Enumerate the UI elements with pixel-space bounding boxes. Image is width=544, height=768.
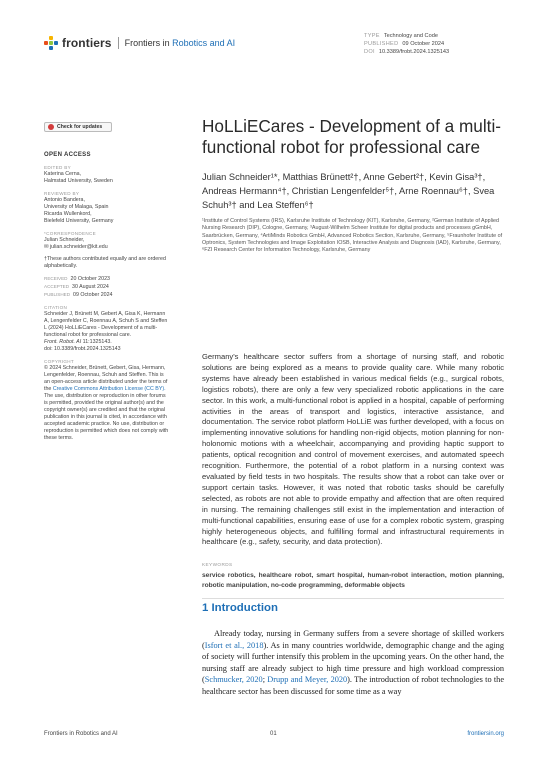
citation-link[interactable]: Schmucker, 2020: [204, 675, 263, 684]
citation-doi[interactable]: doi: 10.3389/frobt.2024.1325143: [44, 346, 121, 352]
frontiers-logo-icon: [44, 36, 58, 50]
section-heading-introduction: 1 Introduction: [202, 602, 278, 614]
article-head: [202, 116, 504, 254]
footer-journal: Frontiers in Robotics and AI: [44, 731, 118, 737]
introduction-paragraph: Already today, nursing in Germany suffers from a severe shortage of skilled workers (Isfort et al., 2018). As in many countries worldwide, demographic change and the aging of society will further intensify this problem in the upcoming years. On the other hand, the nursing staff are already subject to high time pressure and high workload compression (Schmucker, 2020; Drupp and Meyer, 2020). The introduction of robot technologies to the healthcare sector has been discussed for some time as a way: [202, 629, 504, 696]
reviewer-2-name: Ricarda Wullenkord,: [44, 211, 92, 217]
author-list: Julian Schneider¹*, Matthias Brünett²†, Anne Gebert²†, Kevin Gisa³†, Andreas Hermann⁴†, Christian Lengenfelder⁵†, Arne Roennau⁶†, Svea Schuh³† and Lea Steffen⁶†: [202, 172, 495, 210]
cc-by-license-link[interactable]: Creative Commons Attribution License (CC BY).: [52, 386, 166, 392]
check-updates-icon: [48, 124, 54, 130]
logo-text: frontiers: [62, 36, 112, 50]
copyright-text: © 2024 Schneider, Brünett, Gebert, Gisa, Hermann, Lengenfelder, Roennau, Schuh and Steffen. This is an open-access article distributed under the terms of the Creative Commons Attribution License (CC BY). The use, distribution or reproduction in other forums is permitted, provided the original author(s) and the copyright owner(s) are credited and that the original publication in this journal is cited, in accordance with accepted academic practice. No use, distribution or reproduction is permitted which does not comply with these terms.: [44, 365, 169, 441]
correspondence-email[interactable]: ✉ julian.schneider@kit.edu: [44, 244, 108, 250]
reviewer-1-affiliation: University of Malaga, Spain: [44, 204, 109, 210]
correspondence-name: Julian Schneider,: [44, 237, 85, 243]
frontiers-logo[interactable]: [44, 36, 235, 50]
editor-name: Katerina Cerna,: [44, 171, 82, 177]
journal-prefix: Frontiers in: [124, 38, 173, 48]
header-separator: [118, 37, 119, 49]
keywords-label: KEYWORDS: [202, 562, 233, 567]
copyright-label: COPYRIGHT: [44, 359, 75, 364]
citation-text: Schneider J, Brünett M, Gebert A, Gisa K, Hermann A, Lengenfelder C, Roennau A, Schuh S and Steffen L (2024) HoLLiECares - Development of a multi-functional robot for professional care.: [44, 311, 168, 338]
citation-link[interactable]: Isfort et al., 2018: [204, 640, 264, 650]
correspondence-label: *CORRESPONDENCE: [44, 231, 96, 236]
article-meta: [364, 32, 504, 56]
equal-contribution-note: †These authors contributed equally and are ordered alphabetically.: [44, 256, 166, 269]
edited-label: EDITED BY: [44, 165, 71, 170]
article-dates: RECEIVED 20 October 2023 ACCEPTED 30 August 2024 PUBLISHED 09 October 2024: [44, 276, 113, 298]
section-divider: [202, 598, 504, 599]
meta-doi[interactable]: DOI 10.3389/frobt.2024.1325143: [364, 49, 450, 55]
affiliations: ¹Institute of Control Systems (IRS), Karlsruhe Institute of Technology (KIT), Karlsruhe, Germany, ²German Institute of Applied Nursing Research (DIP), Cologne, Germany, ³August-Wilhelm Scheer Institute for digital products and processes gGmbH, Saarbrücken, Germany, ⁴ArtiMinds Robotics GmbH, Advanced Robotics Section, Karlsruhe, Germany, ⁵Fraunhofer Institute of Optronics, System Technologies and Image Exploitation IOSB, Interactive Analysis and Diagnosis (IAD), Karlsruhe, Germany, ⁶FZI Research Center for Information Technology, Karlsruhe, Germany: [202, 218, 503, 254]
abstract: Germany's healthcare sector suffers from a shortage of nursing staff, and robotic solutions are being explored as a means to provide quality care. While many robotic systems have already been established in various medical fields (e.g., surgical robots, logistics robots), there are only a few very specialized robotic applications in the care sector. In this work, a multi-functional robot is applied in a hospital, capable of performing activities in the areas of transport and logistics, interactive assistance, and documentation. The service robot platform HoLLiE was further developed, with a focus on implementing innovative solutions for handling non-rigid objects, motion planning for non-holonomic motions with a wheelchair, accompanying and providing haptic support to patients, optical recognition and control of movement exercises, and automated speech recognition. Furthermore, the potential of a robot platform in a nursing context was evaluated by field tests in two hospitals. The results show that a robot can take over or support certain tasks. However, it was noted that robotic tasks should be carefully selected, as robots are not able to provide empathy and affection that are often required in nursing. The remaining challenges still exist in the implementation and interaction of multi-functional capabilities, ensuring ease of use for a complex robotic system, grasping highly heterogeneous objects, and fulfilling formal and infrastructural requirements in healthcare (e.g., safety, security, and data protection).: [202, 352, 504, 547]
page-footer: [44, 731, 504, 743]
open-access-label: OPEN ACCESS: [44, 152, 91, 158]
reviewed-label: REVIEWED BY: [44, 191, 80, 196]
article-title: HoLLiECares - Development of a multi-functional robot for professional care: [202, 116, 501, 157]
meta-type: TYPE Technology and Code: [364, 33, 438, 39]
citation-label: CITATION: [44, 305, 68, 310]
journal-name: Robotics and AI: [172, 38, 236, 48]
reviewer-2-affiliation: Bielefeld University, Germany: [44, 218, 114, 224]
journal-link[interactable]: [125, 38, 236, 48]
editor-affiliation: Halmstad University, Sweden: [44, 178, 113, 184]
sidebar-metadata: [44, 122, 170, 442]
reviewer-1-name: Antonio Bandera,: [44, 197, 85, 203]
page-header: [44, 32, 504, 56]
meta-published: PUBLISHED 09 October 2024: [364, 41, 445, 47]
keywords: service robotics, healthcare robot, smart hospital, human-robot interaction, motion planning, robotic manipulation, no-code programming, deformable objects: [202, 572, 504, 589]
page-number: 01: [270, 731, 277, 737]
citation-journal-line: Front. Robot. AI 11:1325143.: [44, 339, 112, 345]
citation-link[interactable]: Drupp and Meyer, 2020: [267, 675, 348, 684]
footer-site-link[interactable]: frontiersin.org: [467, 731, 504, 737]
check-updates-button[interactable]: Check for updates: [44, 122, 112, 132]
